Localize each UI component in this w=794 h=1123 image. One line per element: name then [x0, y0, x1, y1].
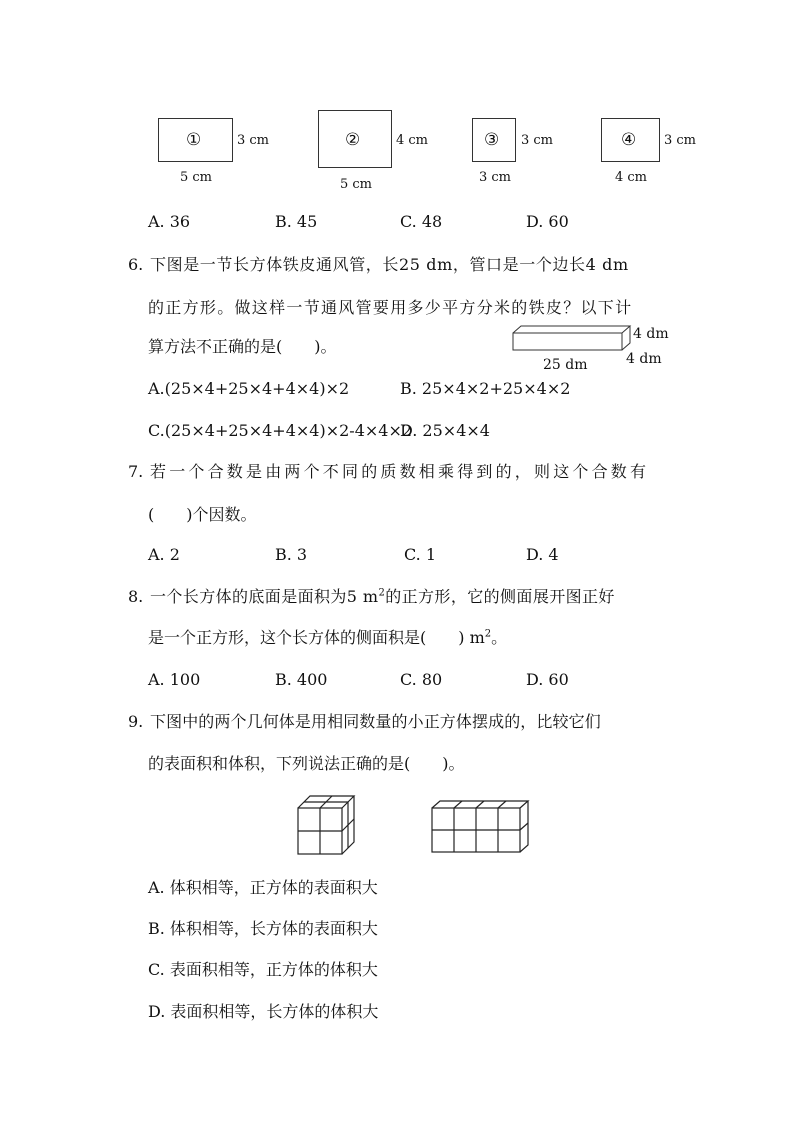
figure-mark-3: ③ — [484, 130, 500, 150]
q8-option-a: A. 100 — [148, 670, 201, 689]
q7-option-d: D. 4 — [526, 545, 559, 564]
q8-line2-text-b: 。 — [491, 628, 508, 647]
figure-3-bottom-label: 3 cm — [479, 170, 512, 185]
q5-option-c: C. 48 — [400, 212, 443, 231]
q6-stem-line-1: 下图是一节长方体铁皮通风管，长25 dm，管口是一个边长4 dm — [150, 255, 629, 274]
q8-line1-text-a: 一个长方体的底面是面积为5 m — [150, 587, 379, 606]
q8-line2-superscript: 2 — [484, 628, 492, 640]
figure-3-side-label: 3 cm — [521, 133, 554, 148]
q7-number: 7. — [128, 462, 144, 481]
q6-number: 6. — [128, 255, 144, 274]
q8-line2-text-a: 是一个正方形，这个长方体的侧面积是( ) m — [148, 628, 485, 647]
q8-stem-line-1 — [150, 587, 615, 607]
q8-stem-line-2 — [148, 628, 507, 648]
q6-option-a: A.(25×4+25×4+4×4)×2 — [148, 379, 350, 398]
figure-2-side-label: 4 cm — [396, 133, 429, 148]
duct-width-label: 4 dm — [626, 351, 662, 367]
q8-number: 8. — [128, 587, 144, 606]
figure-1-bottom-label: 5 cm — [180, 170, 213, 185]
figure-2-bottom-label: 5 cm — [340, 177, 373, 192]
cuboid-top-line-3 — [498, 801, 506, 808]
q6-option-c: C.(25×4+25×4+4×4)×2-4×4×2 — [148, 421, 413, 440]
cuboid-of-small-cubes-figure — [429, 798, 531, 856]
q7-stem-line-2: ( )个因数。 — [148, 505, 257, 524]
q7-option-a: A. 2 — [148, 545, 180, 564]
q9-number: 9. — [128, 712, 144, 731]
figure-1-side-label: 3 cm — [237, 133, 270, 148]
q8-line1-superscript: 2 — [378, 587, 386, 599]
duct-length-label: 25 dm — [543, 357, 588, 373]
duct-top-face — [513, 326, 630, 333]
figure-mark-1: ① — [186, 130, 202, 150]
q5-option-d: D. 60 — [526, 212, 569, 231]
q8-line1-text-b: 的正方形，它的侧面展开图正好 — [385, 587, 615, 606]
q9-option-b: B. 体积相等，长方体的表面积大 — [148, 919, 378, 938]
q9-stem-line-2: 的表面积和体积，下列说法正确的是( )。 — [148, 754, 465, 773]
q6-stem-line-2: 的正方形。做这样一节通风管要用多少平方分米的铁皮？以下计 — [148, 298, 633, 317]
q6-option-b: B. 25×4×2+25×4×2 — [400, 379, 571, 398]
cuboid-side-line — [520, 823, 528, 830]
q6-option-d: D. 25×4×4 — [400, 421, 490, 440]
q7-option-b: B. 3 — [275, 545, 308, 564]
figure-4-bottom-label: 4 cm — [615, 170, 648, 185]
q9-option-c: C. 表面积相等，正方体的体积大 — [148, 960, 378, 979]
q5-option-b: B. 45 — [275, 212, 318, 231]
q6-stem-line-3: 算方法不正确的是( )。 — [148, 337, 337, 356]
q8-option-b: B. 400 — [275, 670, 328, 689]
q9-stem-line-1: 下图中的两个几何体是用相同数量的小正方体摆成的，比较它们 — [150, 712, 601, 731]
figure-mark-2: ② — [345, 130, 361, 150]
figure-4-side-label: 3 cm — [664, 133, 697, 148]
cuboid-top-line-2 — [476, 801, 484, 808]
q9-option-a: A. 体积相等，正方体的表面积大 — [148, 878, 378, 897]
q8-option-d: D. 60 — [526, 670, 569, 689]
duct-height-label: 4 dm — [633, 326, 669, 342]
q7-stem-line-1: 若一个合数是由两个不同的质数相乘得到的，则这个合数有 — [150, 462, 650, 481]
q8-option-c: C. 80 — [400, 670, 443, 689]
q9-option-d: D. 表面积相等，长方体的体积大 — [148, 1002, 379, 1021]
figure-mark-4: ④ — [621, 130, 637, 150]
q5-option-a: A. 36 — [148, 212, 191, 231]
duct-front-face — [513, 333, 622, 350]
q7-option-c: C. 1 — [404, 545, 437, 564]
cube-of-small-cubes-figure — [294, 792, 360, 858]
cuboid-top-line-1 — [454, 801, 462, 808]
